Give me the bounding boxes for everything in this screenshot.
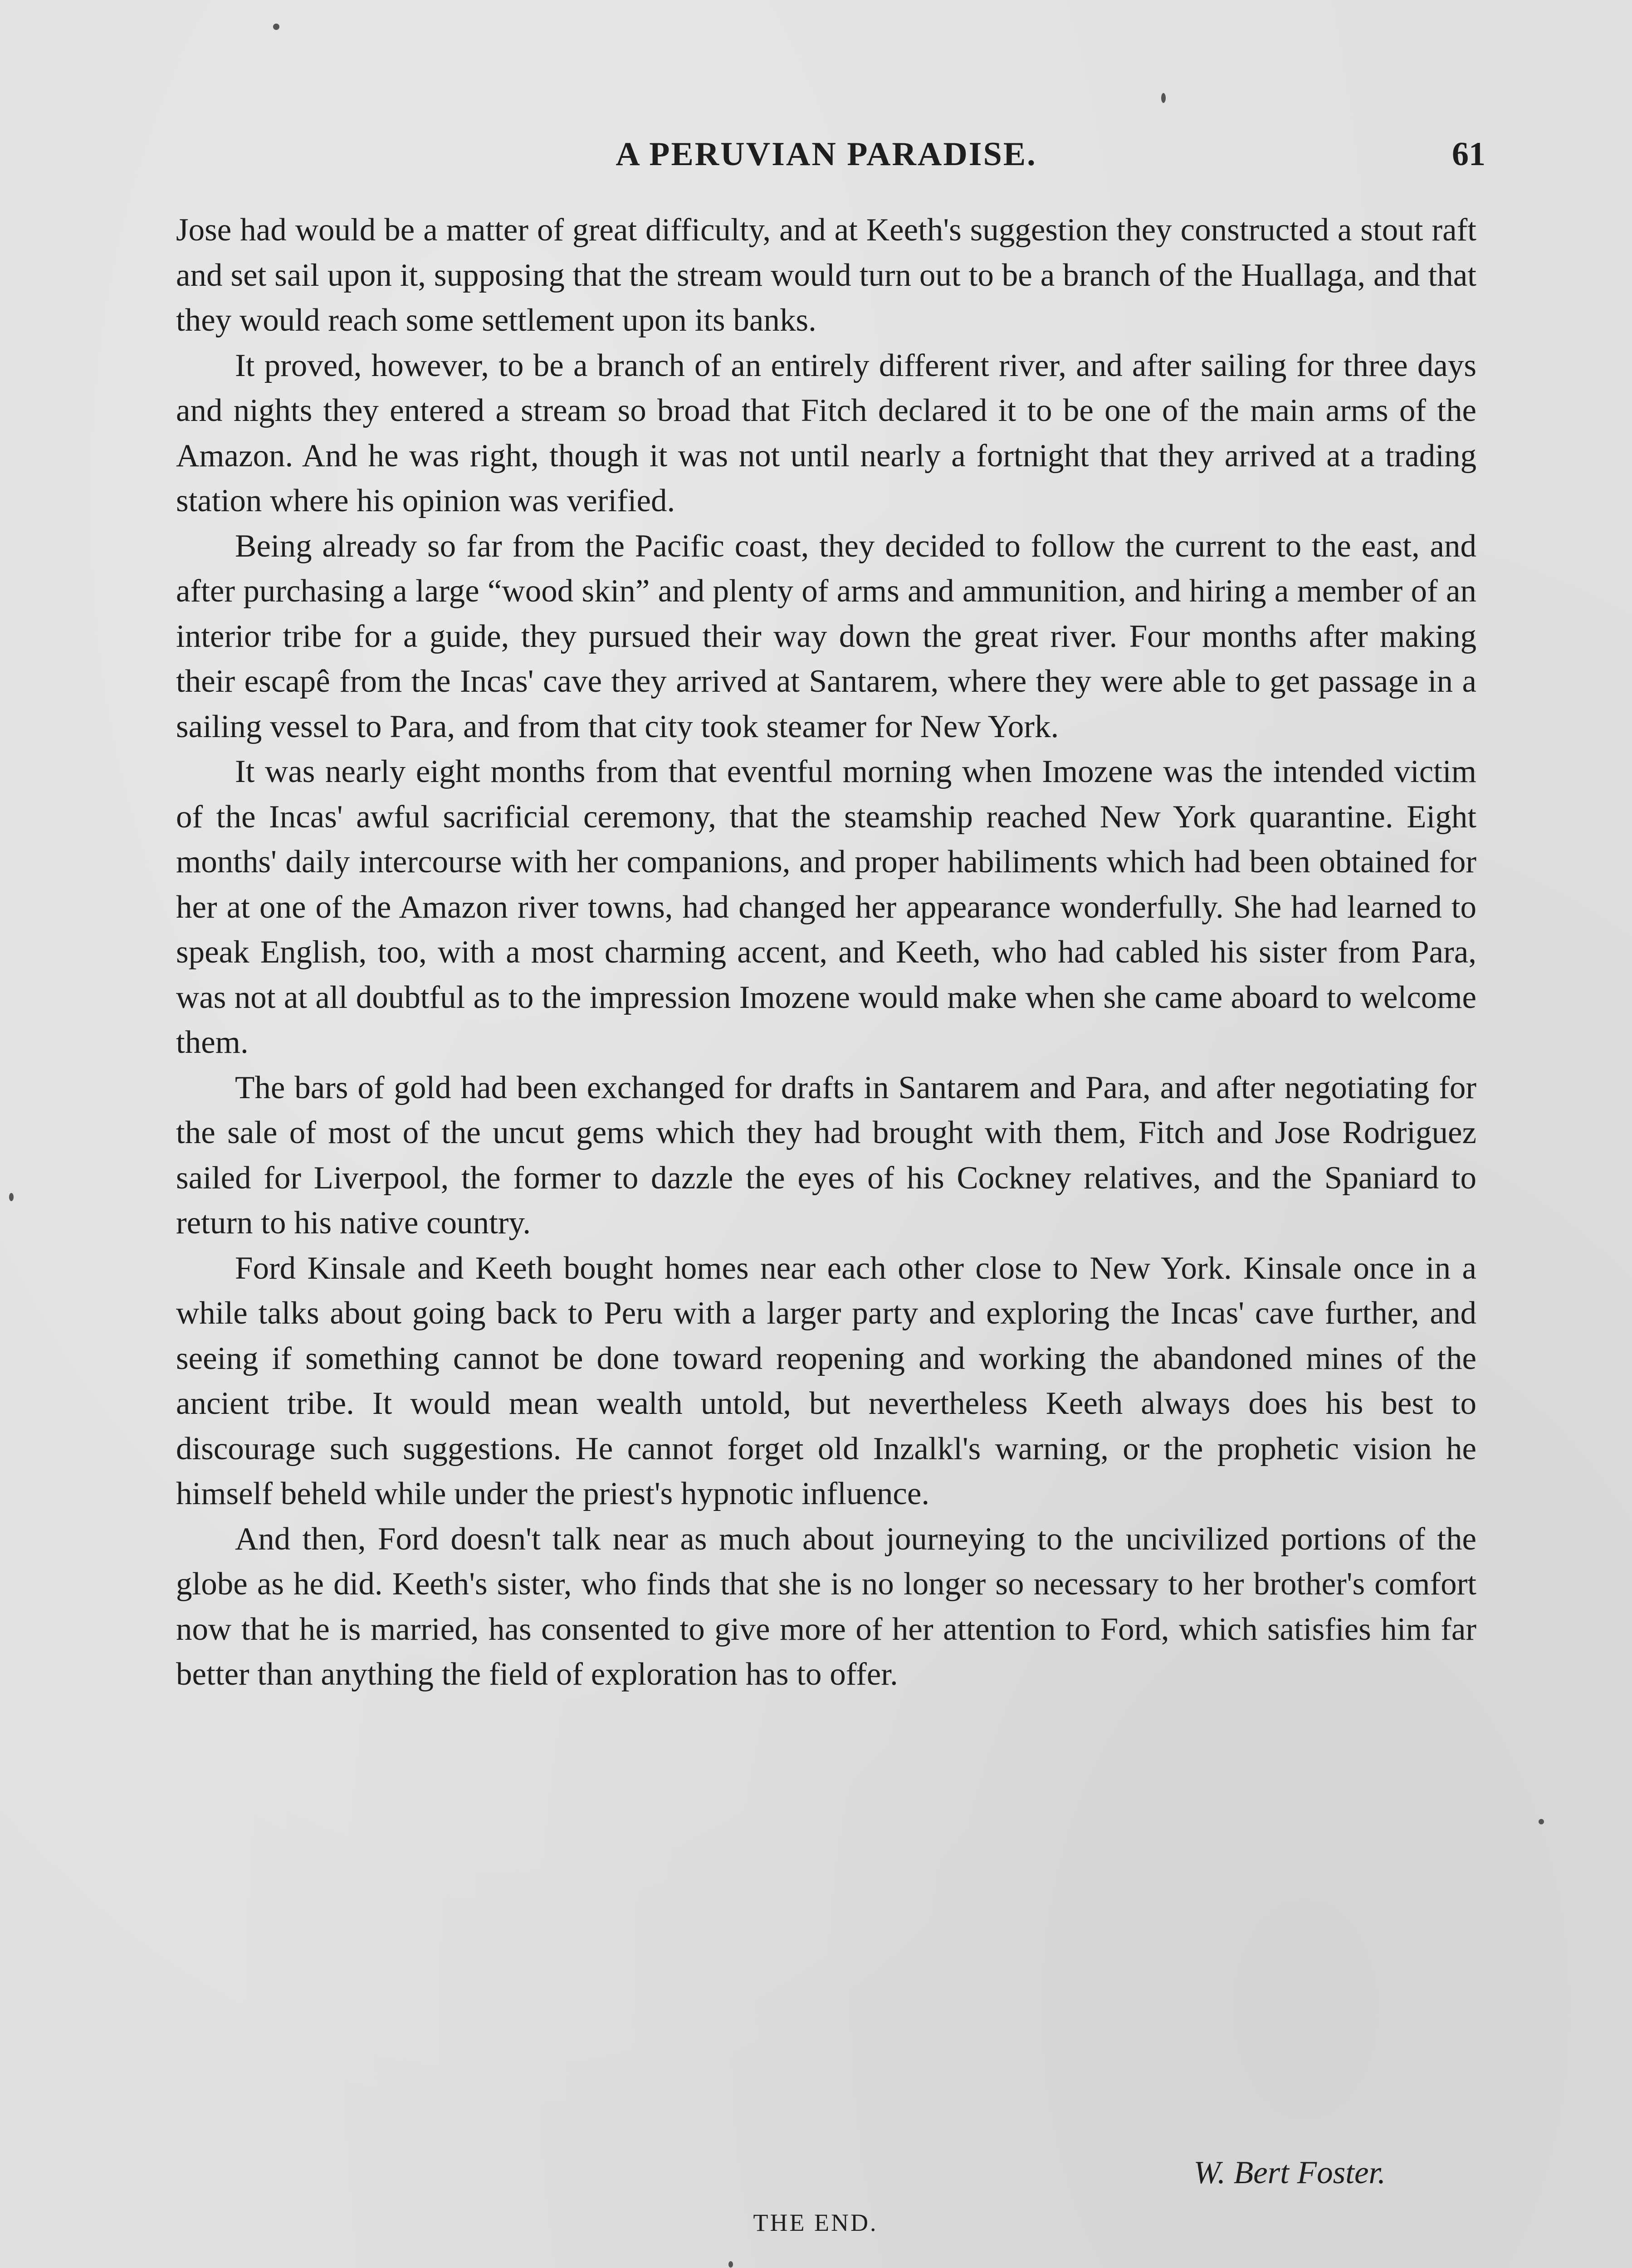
body-text: [176, 208, 1476, 1697]
print-speck: [9, 1193, 14, 1201]
paragraph: Jose had would be a matter of great difficulty, and at Keeth's suggestion they constructed a stout raft and set sail upon it, supposing that the stream would turn out to be a branch of the Huallaga, and that they would reach some settlement upon its banks.: [176, 212, 1476, 338]
the-end-label: THE END.: [753, 2209, 878, 2236]
paragraph: The bars of gold had been exchanged for drafts in Santarem and Para, and after negotiating for the sale of most of the uncut gems which they had brought with them, Fitch and Jose Rodriguez sailed for Liverpool, the former to dazzle the eyes of his Cockney relatives, and the Spaniard to return to his native country.: [176, 1070, 1476, 1241]
print-speck: [1539, 1819, 1544, 1824]
running-head: A PERUVIAN PARADISE.: [616, 136, 1037, 173]
page-header: [176, 129, 1485, 179]
author-signature: W. Bert Foster.: [1193, 2155, 1386, 2190]
print-speck: [1161, 93, 1166, 103]
paragraph: Ford Kinsale and Keeth bought homes near each other close to New York. Kinsale once in a while talks about going back to Peru with a larger party and exploring the Incas' cave further, and seeing if something cannot be done toward reopening and working the abandoned mines of the ancient tribe. It would mean wealth untold, but nevertheless Keeth always does his best to discourage such suggestions. He cannot forget old Inzalkl's warning, or the prophetic vision he himself beheld while under the priest's hypnotic influence.: [176, 1250, 1476, 1511]
paragraph: It proved, however, to be a branch of an entirely different river, and after sailing for three days and nights they entered a stream so broad that Fitch declared it to be one of the main arms of the Amazon. And he was right, though it was not until nearly a fortnight that they arrived at a trading station where his opinion was verified.: [176, 347, 1476, 518]
print-speck: [728, 2261, 733, 2268]
paragraph: And then, Ford doesn't talk near as much about journeying to the uncivilized portions of the globe as he did. Keeth's sister, who finds that she is no longer so necessary to her brother's comfort now that he is married, has consented to give more of her attention to Ford, which satisfies him far better than anything the field of exploration has to offer.: [176, 1521, 1476, 1692]
paragraph: It was nearly eight months from that eventful morning when Imozene was the intended victim of the Incas' awful sacrificial ceremony, that the steamship reached New York quarantine. Eight months' daily intercourse with her companions, and proper habiliments which had been obtained for her at one of the Amazon river towns, had changed her appearance wonderfully. She had learned to speak English, too, with a most charming accent, and Keeth, who had cabled his sister from Para, was not at all doubtful as to the impression Imozene would make when she came aboard to welcome them.: [176, 754, 1476, 1060]
page-number: 61: [1452, 136, 1485, 173]
print-speck: [273, 24, 279, 30]
paragraph: Being already so far from the Pacific coast, they decided to follow the current to the east, and after purchasing a large “wood skin” and plenty of arms and ammunition, and hiring a member of an interior tribe for a guide, they pursued their way down the great river. Four months after making their escapê from the Incas' cave they arrived at Santarem, where they were able to get passage in a sailing vessel to Para, and from that city took steamer for New York.: [176, 528, 1476, 744]
